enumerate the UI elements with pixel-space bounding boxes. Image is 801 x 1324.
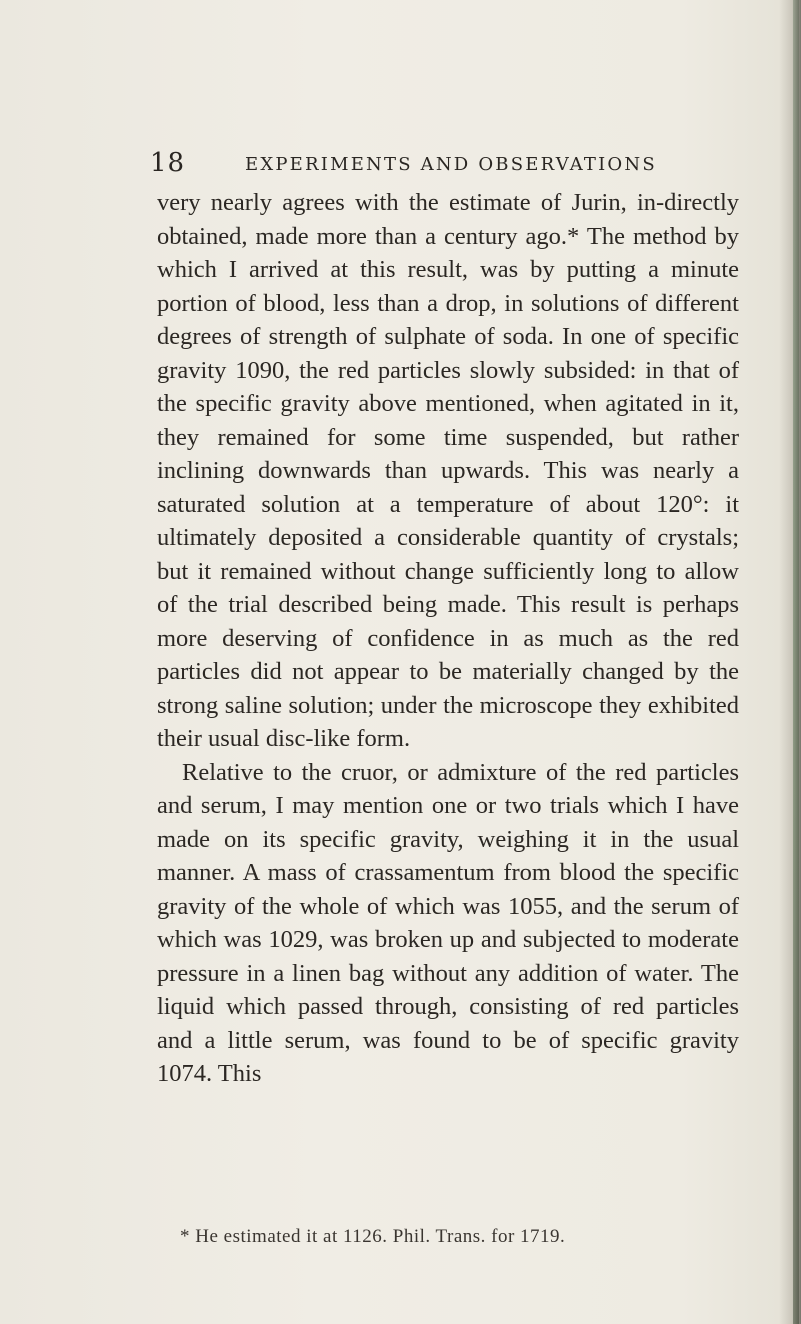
body-text [157, 186, 739, 1091]
running-head: EXPERIMENTS AND OBSERVATIONS [245, 154, 657, 175]
page-edge-shadow [779, 0, 801, 1324]
page-header [150, 148, 750, 188]
paragraph-1: very nearly agrees with the estimate of Jurin, in-directly obtained, made more than a century ago.* The method by which I arrived at this result, was by putting a minute portion of blood, less than a drop, in solutions of different degrees of strength of sulphate of soda. In one of specific gravity 1090, the red particles slowly subsided: in that of the specific gravity above mentioned, when agitated in it, they remained for some time suspended, but rather inclining downwards than upwards. This was nearly a saturated solution at a temperature of about 120°: it ultimately deposited a considerable quantity of crystals; but it remained without change sufficiently long to allow of the trial described being made. This result is perhaps more deserving of confidence in as much as the red particles did not appear to be materially changed by the strong saline solution; under the microscope they exhibited their usual disc-like form. [157, 189, 739, 752]
paragraph-2: Relative to the cruor, or admixture of the red particles and serum, I may mention one or two trials which I have made on its specific gravity, weighing it in the usual manner. A mass of crassamentum from blood the specific gravity of the whole of which was 1055, and the serum of which was 1029, was broken up and subjected to moderate pressure in a linen bag without any addition of water. The liquid which passed through, consisting of red particles and a little serum, was found to be of specific gravity 1074. This [157, 758, 739, 1087]
page-number: 18 [150, 148, 186, 178]
footnote: * He estimated it at 1126. Phil. Trans. for 1719. [180, 1226, 566, 1247]
